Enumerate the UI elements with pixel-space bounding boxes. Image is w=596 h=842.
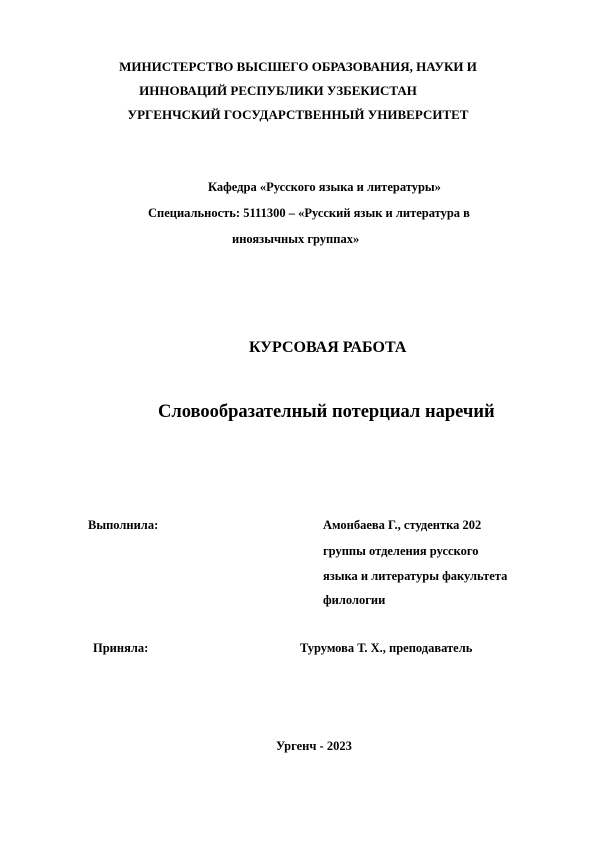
performed-label: Выполнила: xyxy=(88,518,159,532)
ministry-line-1: МИНИСТЕРСТВО ВЫСШЕГО ОБРАЗОВАНИЯ, НАУКИ И xyxy=(119,59,477,74)
accepted-value: Турумова Т. Х., преподаватель xyxy=(300,641,473,655)
performed-line-4: филологии xyxy=(323,593,386,607)
specialty-line-2: иноязычных группах» xyxy=(232,232,360,246)
performed-line-1: Амонбаева Г., студентка 202 xyxy=(323,518,482,532)
university-name: УРГЕНЧСКИЙ ГОСУДАРСТВЕННЫЙ УНИВЕРСИТЕТ xyxy=(127,107,469,122)
city-year-footer: Ургенч - 2023 xyxy=(276,739,352,753)
topic-title: Словообразателный потерциал наречий xyxy=(158,402,495,422)
specialty-line-1: Специальность: 5111300 – «Русский язык и литература в xyxy=(148,206,470,220)
work-type-title: КУРСОВАЯ РАБОТА xyxy=(249,339,407,356)
performed-line-2: группы отделения русского xyxy=(323,544,479,558)
ministry-line-2: ИННОВАЦИЙ РЕСПУБЛИКИ УЗБЕКИСТАН xyxy=(139,83,417,98)
accepted-label: Приняла: xyxy=(93,641,149,655)
department-line: Кафедра «Русского языка и литературы» xyxy=(208,180,441,194)
performed-line-3: языка и литературы факультета xyxy=(323,569,508,583)
